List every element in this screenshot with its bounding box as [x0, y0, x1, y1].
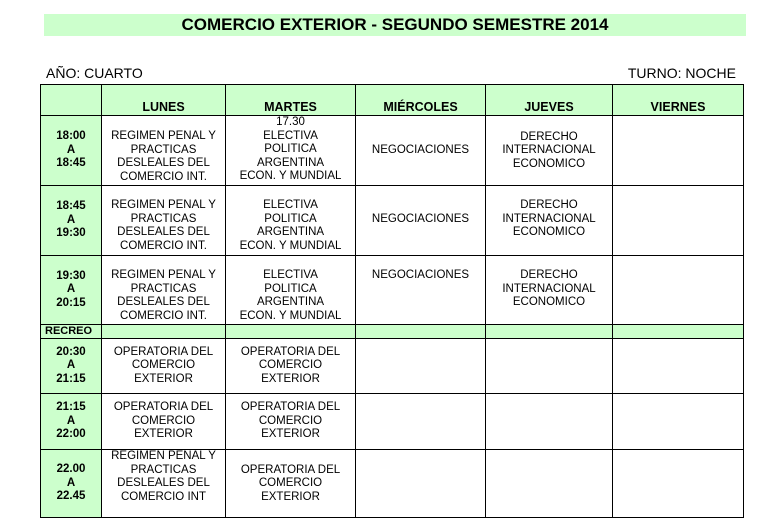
- day-header-tuesday: MARTES: [226, 85, 356, 116]
- table-row: [41, 450, 744, 518]
- break-cell: [356, 325, 486, 339]
- break-row: [41, 325, 744, 339]
- time-slot: 18:00 A 18:45: [41, 116, 102, 186]
- page-title: COMERCIO EXTERIOR - SEGUNDO SEMESTRE 2014: [44, 14, 746, 36]
- class-cell: OPERATORIA DEL COMERCIO EXTERIOR: [102, 339, 226, 394]
- class-cell: NEGOCIACIONES: [356, 256, 486, 325]
- class-cell: [613, 394, 744, 450]
- class-cell: [613, 186, 744, 256]
- table-row: [41, 394, 744, 450]
- class-cell: [356, 450, 486, 518]
- class-cell: [613, 450, 744, 518]
- time-slot: 18:45 A 19:30: [41, 186, 102, 256]
- class-cell: NEGOCIACIONES: [356, 116, 486, 186]
- shift-label: TURNO: NOCHE: [627, 65, 736, 81]
- class-cell: [486, 394, 613, 450]
- class-cell: ELECTIVA POLITICA ARGENTINA ECON. Y MUNDIAL: [226, 256, 356, 325]
- class-cell: DERECHO INTERNACIONAL ECONOMICO: [486, 116, 613, 186]
- class-cell: 17.30 ELECTIVA POLITICA ARGENTINA ECON. Y MUNDIAL: [226, 116, 356, 186]
- class-cell: [486, 339, 613, 394]
- break-cell: [613, 325, 744, 339]
- day-header-thursday: JUEVES: [486, 85, 613, 116]
- break-label: RECREO: [41, 325, 102, 339]
- class-cell: OPERATORIA DEL COMERCIO EXTERIOR: [226, 394, 356, 450]
- day-header-wednesday: MIÉRCOLES: [356, 85, 486, 116]
- class-cell: REGIMEN PENAL Y PRACTICAS DESLEALES DEL COMERCIO INT.: [102, 116, 226, 186]
- class-cell: [356, 339, 486, 394]
- corner-cell: [41, 85, 102, 116]
- day-header-friday: VIERNES: [613, 85, 744, 116]
- class-cell: DERECHO INTERNACIONAL ECONOMICO: [486, 256, 613, 325]
- break-cell: [226, 325, 356, 339]
- header-row: [41, 85, 744, 116]
- time-slot: 21:15 A 22:00: [41, 394, 102, 450]
- time-slot: 22.00 A 22.45: [41, 450, 102, 518]
- class-cell: [486, 450, 613, 518]
- class-cell: NEGOCIACIONES: [356, 186, 486, 256]
- time-slot: 20:30 A 21:15: [41, 339, 102, 394]
- year-label: AÑO: CUARTO: [46, 65, 143, 81]
- class-cell: REGIMEN PENAL Y PRACTICAS DESLEALES DEL COMERCIO INT: [102, 450, 226, 518]
- break-cell: [102, 325, 226, 339]
- break-cell: [486, 325, 613, 339]
- schedule-table: [40, 84, 744, 518]
- table-row: [41, 256, 744, 325]
- table-row: [41, 186, 744, 256]
- time-slot: 19:30 A 20:15: [41, 256, 102, 325]
- class-cell: REGIMEN PENAL Y PRACTICAS DESLEALES DEL COMERCIO INT.: [102, 186, 226, 256]
- class-cell: DERECHO INTERNACIONAL ECONOMICO: [486, 186, 613, 256]
- class-cell: OPERATORIA DEL COMERCIO EXTERIOR: [102, 394, 226, 450]
- class-cell: [356, 394, 486, 450]
- class-cell: ELECTIVA POLITICA ARGENTINA ECON. Y MUNDIAL: [226, 186, 356, 256]
- class-cell: OPERATORIA DEL COMERCIO EXTERIOR: [226, 339, 356, 394]
- class-cell: REGIMEN PENAL Y PRACTICAS DESLEALES DEL COMERCIO INT.: [102, 256, 226, 325]
- table-row: [41, 339, 744, 394]
- class-cell: OPERATORIA DEL COMERCIO EXTERIOR: [226, 450, 356, 518]
- table-row: [41, 116, 744, 186]
- day-header-monday: LUNES: [102, 85, 226, 116]
- class-cell: [613, 116, 744, 186]
- class-cell: [613, 256, 744, 325]
- class-cell: [613, 339, 744, 394]
